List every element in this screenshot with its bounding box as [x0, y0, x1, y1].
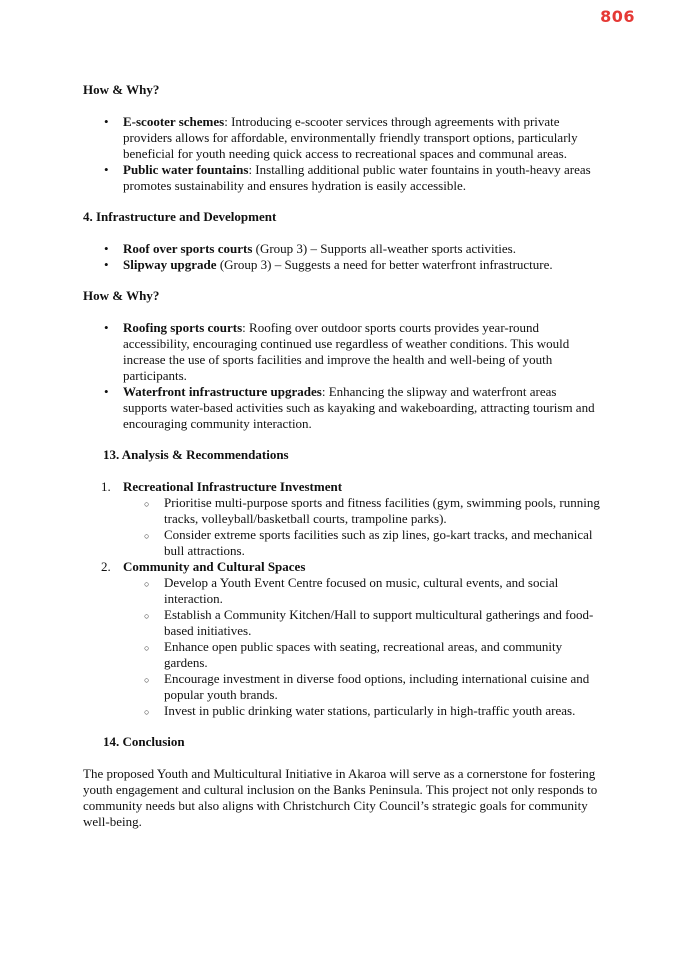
recommendations-list — [83, 479, 603, 719]
list-item — [101, 479, 603, 559]
bullet-list-how-why-2 — [83, 320, 603, 432]
recommendation-title: Community and Cultural Spaces — [123, 559, 306, 574]
list-item: ○ Consider extreme sports facilities such as zip lines, go-kart tracks, and mechanical bull attractions. — [164, 527, 603, 559]
heading-conclusion: 14. Conclusion — [103, 734, 185, 749]
bullet-term: Roofing sports courts — [123, 320, 243, 335]
bullet-text: (Group 3) – Suggests a need for better waterfront infrastructure. — [216, 257, 553, 272]
bullet-term: Waterfront infrastructure upgrades — [123, 384, 322, 399]
list-item: ○ Develop a Youth Event Centre focused on music, cultural events, and social interaction. — [164, 575, 603, 607]
bullet-text: : Installing additional public water fountains in youth-heavy areas promotes sustainability and ensures hydration is easily accessible. — [123, 162, 591, 193]
list-item — [101, 559, 603, 719]
list-item — [123, 257, 603, 273]
bullet-term: E-scooter schemes — [123, 114, 225, 129]
list-item — [123, 384, 603, 432]
list-item: ○ Prioritise multi-purpose sports and fitness facilities (gym, swimming pools, running tracks, volleyball/basketball courts, trampoline parks). — [164, 495, 603, 527]
document-body — [83, 82, 603, 830]
heading-how-why: How & Why? — [83, 82, 160, 97]
heading-analysis: 13. Analysis & Recommendations — [103, 447, 289, 462]
list-item: ○ Establish a Community Kitchen/Hall to support multicultural gatherings and food-based initiatives. — [164, 607, 603, 639]
page-number: 806 — [600, 7, 635, 26]
bullet-term: Public water fountains — [123, 162, 249, 177]
list-number: 1. — [101, 479, 111, 494]
list-item: ○ Enhance open public spaces with seating, recreational areas, and community gardens. — [164, 639, 603, 671]
list-item — [123, 162, 603, 194]
bullet-term: Roof over sports courts — [123, 241, 253, 256]
heading-infrastructure: 4. Infrastructure and Development — [83, 209, 277, 224]
list-item — [123, 241, 603, 257]
sub-list — [123, 575, 603, 719]
list-item: ○ Invest in public drinking water stations, particularly in high-traffic youth areas. — [164, 703, 603, 719]
list-item: ○ Encourage investment in diverse food options, including international cuisine and popular youth brands. — [164, 671, 603, 703]
recommendation-title: Recreational Infrastructure Investment — [123, 479, 343, 494]
heading-how-why: How & Why? — [83, 288, 160, 303]
bullet-list-infrastructure — [83, 241, 603, 273]
bullet-list-how-why-1 — [83, 114, 603, 194]
bullet-text: (Group 3) – Supports all-weather sports activities. — [252, 241, 516, 256]
bullet-text: : Introducing e-scooter services through agreements with private providers allows for affordable, environmentally friendly transport options, particularly beneficial for youth needing quick access to recreational spaces and communal areas. — [123, 114, 578, 161]
bullet-text: : Roofing over outdoor sports courts provides year-round accessibility, encouraging continued use regardless of weather conditions. This would increase the use of sports facilities and improve the health and well-being of youth participants. — [123, 320, 570, 383]
conclusion-paragraph: The proposed Youth and Multicultural Initiative in Akaroa will serve as a cornerstone for fostering youth engagement and cultural inclusion on the Banks Peninsula. This project not only responds to community needs but also aligns with Christchurch City Council’s strategic goals for community well-being. — [83, 766, 598, 829]
sub-list — [123, 495, 603, 559]
list-item — [123, 114, 603, 162]
list-item — [123, 320, 603, 384]
bullet-term: Slipway upgrade — [123, 257, 217, 272]
bullet-text: : Enhancing the slipway and waterfront areas supports water-based activities such as kayaking and wakeboarding, attracting tourism and encouraging community interaction. — [123, 384, 595, 431]
list-number: 2. — [101, 559, 111, 574]
